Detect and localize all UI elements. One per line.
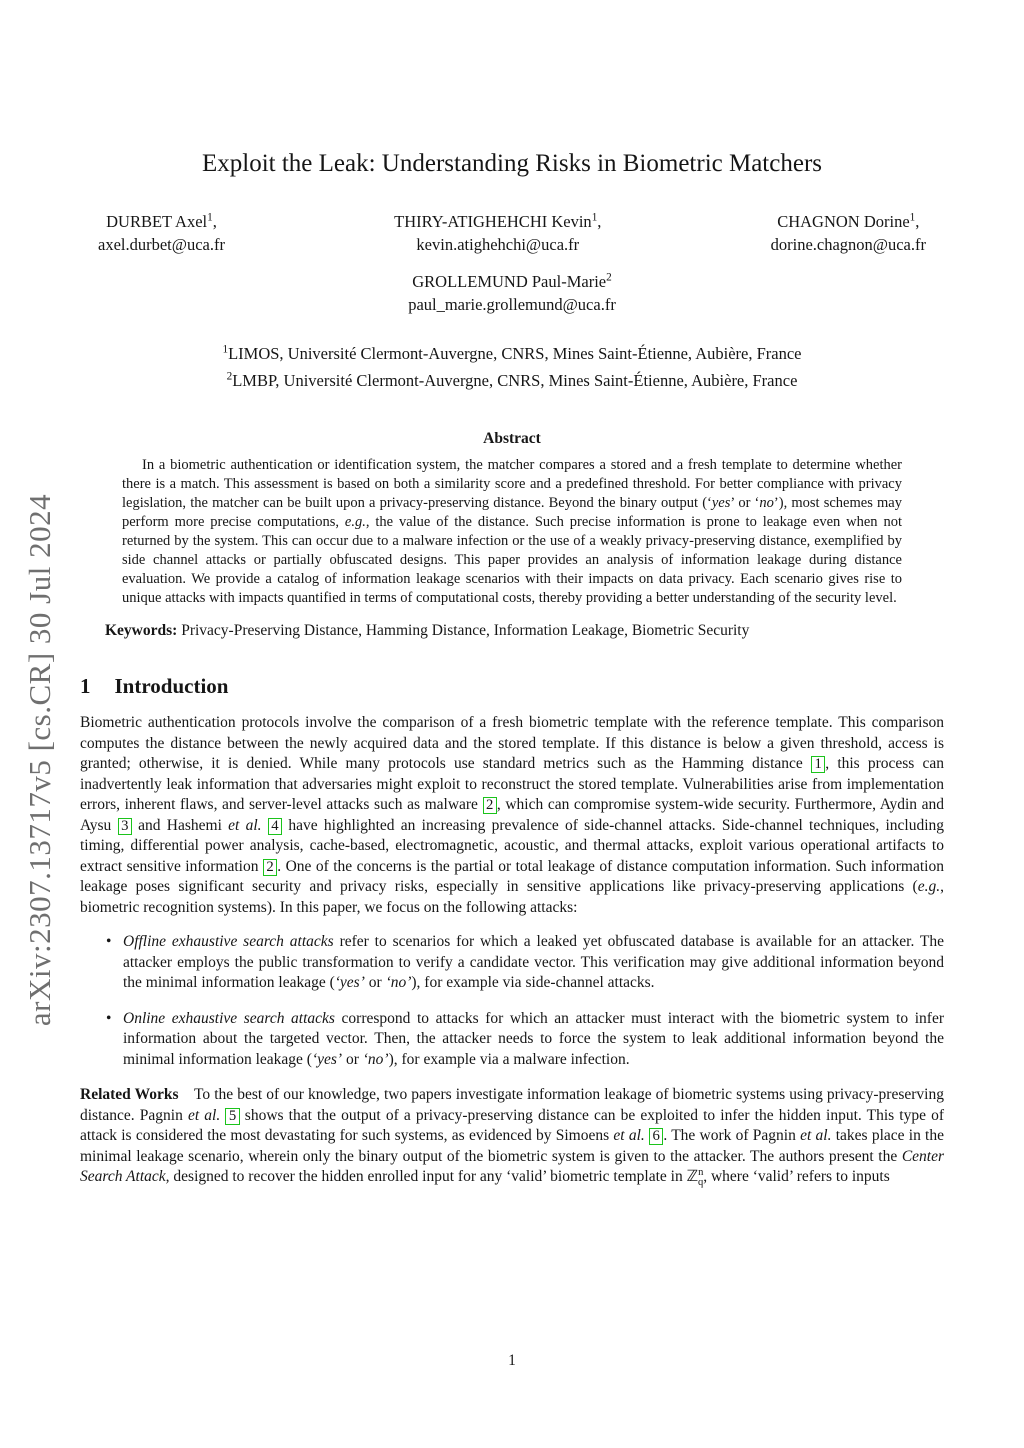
text-run: ), for example via a malware infection. <box>388 1050 630 1068</box>
text-run: , which can compromise system-wide security. Furthermore, Aydin and Aysu <box>80 796 945 834</box>
text-run: , <box>212 212 217 231</box>
text-run: e.g. <box>344 514 366 530</box>
text-run: THIRY-ATIGHEHCHI Kevin <box>394 212 592 231</box>
text-run: , <box>597 212 602 231</box>
text-run: , where ‘valid’ refers to inputs <box>703 1168 890 1185</box>
page-title: Exploit the Leak: Understanding Risks in Biometric Matchers <box>201 150 823 177</box>
text-run: ’ or ‘ <box>730 495 760 511</box>
section-title: Introduction <box>114 674 229 698</box>
text-run: Center Search Attack, <box>80 1147 944 1185</box>
text-run: Privacy-Preserving Distance, Hamming Distance, Information Leakage, Biometric Security <box>177 622 750 639</box>
text-run: . The work of Pagnin <box>663 1127 801 1144</box>
text-run: Online exhaustive search attacks <box>123 1009 335 1027</box>
keywords-line <box>105 621 944 641</box>
text-run: have highlighted an increasing prevalence of side-channel attacks. Side-channel techniques, including timing, differential power analysis, cache-based, electromagnetic, acoustic, and thermal attacks, exploit various operational artifacts to extract sensitive information <box>80 816 944 875</box>
text-run: Keywords: <box>105 622 178 639</box>
text-run: Biometric authentication protocols involve the comparison of a fresh biometric template with the reference template. This comparison computes the distance between the newly acquired data and the stored template. If this distance is below a given threshold, access is granted; otherwise, it is denied. While many protocols use standard metrics such as the Hamming distance <box>80 714 944 772</box>
author-email: kevin.atighehchi@uca.fr <box>416 235 580 254</box>
text-run: or <box>364 974 386 991</box>
text-run: or <box>342 1050 363 1068</box>
text-run: et al. <box>187 1106 221 1124</box>
text-run: 1 <box>222 343 229 356</box>
bullet-icon: • <box>106 933 112 950</box>
author-name <box>771 210 926 233</box>
text-run: ‘no’ <box>385 974 412 991</box>
text-run: 2 <box>606 271 612 284</box>
citation-link[interactable]: 3 <box>118 818 132 835</box>
citation-link[interactable]: 1 <box>811 756 825 773</box>
author-block <box>80 270 944 316</box>
text-run: et al. <box>613 1127 645 1144</box>
text-run: correspond to attacks for which an attacker must interact with the biometric system to infer information about the targeted vector. Then, the attacker needs to force the system to leak additional information beyond the minimal information leakage ( <box>123 1009 944 1068</box>
text-run: 1 <box>909 211 916 224</box>
text-run: Related Works <box>80 1086 179 1103</box>
text-run: and Hashemi <box>131 816 229 834</box>
author-block <box>98 210 225 256</box>
author-email: dorine.chagnon@uca.fr <box>770 235 926 254</box>
list-item-text <box>123 933 944 991</box>
author-block <box>771 210 926 256</box>
text-run: DURBET Axel <box>106 212 208 231</box>
citation-link[interactable]: 6 <box>649 1128 663 1145</box>
author-block <box>394 210 601 256</box>
text-run: 1 <box>591 211 598 224</box>
text-run: To the best of our knowledge, two papers investigate information leakage of biometric systems using privacy-preserving distance. Pagnin <box>80 1086 944 1124</box>
text-run: ‘yes’ <box>334 974 365 991</box>
text-run: q <box>697 1177 704 1189</box>
section-number: 1 <box>80 674 91 698</box>
section-heading-introduction <box>80 673 944 699</box>
text-run: In a biometric authentication or identification system, the matcher compares a stored and a fresh template to determine whether there is a match. This assessment is based on both a similarity score and a predefined threshold. For better compliance with privacy legislation, the matcher can be built upon a privacy-preserving distance. Beyond the binary output (‘ <box>122 457 902 511</box>
author-name <box>394 210 601 233</box>
text-run: ℤ <box>686 1168 699 1185</box>
text-run: et al. <box>228 816 262 834</box>
text-run: GROLLEMUND Paul-Marie <box>412 272 607 291</box>
text-run: refer to scenarios for which a leaked yet obfuscated database is available for an attacker. The attacker employs the public transformation to verify a candidate vector. This verification may give additional information beyond the minimal information leakage ( <box>123 933 944 991</box>
text-run: Offline exhaustive search attacks <box>123 933 334 950</box>
abstract-text <box>122 456 902 608</box>
author-email: axel.durbet@uca.fr <box>98 235 225 254</box>
text-run: , this process can inadvertently leak information that adversaries might exploit to reconstruct the stored template. Vulnerabilities arise from implementation errors, inherent flaws, and server-level attacks such as malware <box>80 755 944 813</box>
arxiv-watermark: arXiv:2307.13717v5 [cs.CR] 30 Jul 2024 <box>22 493 57 1027</box>
text-run: ), for example via side-channel attacks. <box>411 974 655 991</box>
text-run: n <box>698 1166 704 1178</box>
text-run: ’), most schemes may perform more precise computations, <box>122 495 902 530</box>
citation-link[interactable]: 4 <box>268 818 282 835</box>
citation-link[interactable]: 5 <box>225 1108 239 1125</box>
affiliations <box>80 340 944 394</box>
text-run: CHAGNON Dorine <box>777 212 910 231</box>
text-run: no <box>759 495 774 511</box>
author-name <box>98 210 225 233</box>
authors-row <box>98 210 926 256</box>
bullet-icon: • <box>106 1009 112 1027</box>
text-run: takes place in the minimal leakage scenario, wherein only the binary output of the biometric system is given to the attacker. The authors present the <box>80 1127 944 1165</box>
page-number: 1 <box>508 1352 516 1369</box>
text-run: yes <box>711 495 731 511</box>
list-item-text <box>123 1010 944 1068</box>
text-run: shows that the output of a privacy-preserving distance can be exploited to infer the hidden input. This type of attack is considered the most devastating for such systems, as evidenced by Simoens <box>80 1106 944 1144</box>
affiliation-line <box>80 340 944 367</box>
related-works-paragraph <box>80 1085 944 1188</box>
text-run: e.g. <box>917 878 941 895</box>
text-run: . One of the concerns is the partial or total leakage of distance computation information. Such information leakage poses significant security and privacy risks, especially in sensitive applications like privacy-preserving applications ( <box>80 857 944 895</box>
text-run: , <box>915 212 920 231</box>
text-run: LIMOS, Université Clermont-Auvergne, CNRS, Mines Saint-Étienne, Aubière, France <box>228 344 802 363</box>
text-run: LMBP, Université Clermont-Auvergne, CNRS, Mines Saint-Étienne, Aubière, France <box>232 371 798 390</box>
text-run: , the value of the distance. Such precise information is prone to leakage even when not returned by the system. This can occur due to a malware infection or the use of a weakly privacy-preserving distance, exemplified by side channel attacks or partially obfuscated designs. This paper provides an analysis of information leakage during distance evaluation. We provide a catalog of information leakage scenarios with their impacts on data privacy. Each scenario gives rise to unique attacks with impacts quantified in terms of computational costs, thereby providing a better understanding of the security level. <box>122 514 902 606</box>
introduction-paragraph <box>80 713 944 918</box>
text-run: 1 <box>207 211 213 224</box>
list-item-offline-attack <box>80 932 944 994</box>
citation-link[interactable]: 2 <box>483 797 497 814</box>
list-item-online-attack <box>80 1009 944 1071</box>
author-name <box>80 270 944 293</box>
attack-bullet-list <box>80 932 944 1070</box>
text-run: 2 <box>226 370 233 383</box>
affiliation-line <box>80 367 944 394</box>
author-email: paul_marie.grollemund@uca.fr <box>408 295 616 314</box>
text-run: , biometric recognition systems). In this paper, we focus on the following attacks: <box>80 878 944 916</box>
citation-link[interactable]: 2 <box>263 859 277 876</box>
text-run: et al. <box>800 1127 832 1144</box>
text-run: ‘yes’ <box>311 1050 343 1068</box>
text-run: ‘no’ <box>362 1050 389 1068</box>
abstract-heading: Abstract <box>483 430 541 447</box>
text-run: designed to recover the hidden enrolled input for any ‘valid’ biometric template in <box>169 1168 687 1185</box>
